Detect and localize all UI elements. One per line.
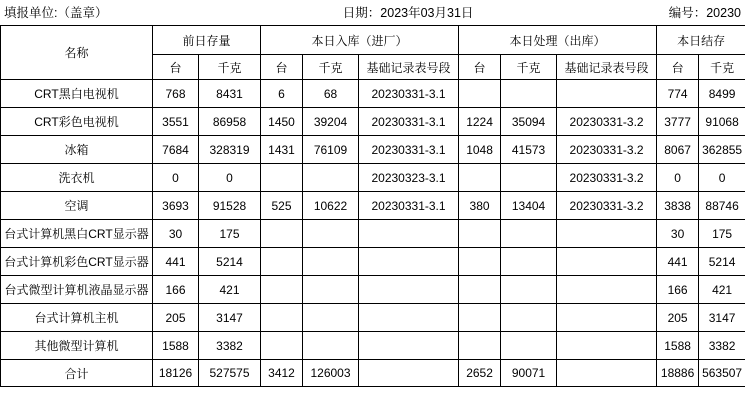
cell-prev-tai: 166	[153, 276, 199, 304]
cell-out-tai	[459, 220, 501, 248]
cell-end-tai: 0	[657, 164, 699, 192]
row-name: CRT彩色电视机	[1, 108, 153, 136]
cell-prev-kg: 175	[199, 220, 261, 248]
cell-out-tai	[459, 248, 501, 276]
cell-end-kg: 8499	[699, 80, 745, 108]
cell-in-record	[359, 220, 459, 248]
cell-prev-kg: 86958	[199, 108, 261, 136]
cell-out-kg: 41573	[501, 136, 557, 164]
total-in-record	[359, 360, 459, 387]
table-row	[1, 192, 745, 220]
subheader-out-kg: 千克	[501, 55, 557, 80]
cell-in-record	[359, 304, 459, 332]
cell-end-tai: 1588	[657, 332, 699, 360]
cell-prev-kg: 328319	[199, 136, 261, 164]
cell-end-kg: 421	[699, 276, 745, 304]
cell-end-kg: 3382	[699, 332, 745, 360]
cell-prev-tai: 0	[153, 164, 199, 192]
cell-in-record	[359, 276, 459, 304]
cell-in-kg	[303, 276, 359, 304]
table-row	[1, 80, 745, 108]
cell-prev-kg: 3147	[199, 304, 261, 332]
cell-out-tai	[459, 164, 501, 192]
cell-prev-kg: 8431	[199, 80, 261, 108]
cell-out-kg: 35094	[501, 108, 557, 136]
cell-out-kg	[501, 276, 557, 304]
subheader-in-record: 基础记录表号段	[359, 55, 459, 80]
cell-end-tai: 205	[657, 304, 699, 332]
cell-in-kg	[303, 164, 359, 192]
cell-out-record	[557, 304, 657, 332]
header-today-out: 本日处理（出库）	[459, 26, 657, 55]
cell-out-tai	[459, 332, 501, 360]
cell-in-record: 20230323-3.1	[359, 164, 459, 192]
cell-out-record	[557, 80, 657, 108]
cell-in-kg: 39204	[303, 108, 359, 136]
filing-unit-label: 填报单位:（盖章）	[4, 6, 108, 20]
cell-end-tai: 8067	[657, 136, 699, 164]
cell-in-kg	[303, 248, 359, 276]
total-out-kg: 90071	[501, 360, 557, 387]
table-row	[1, 220, 745, 248]
cell-out-record: 20230331-3.2	[557, 192, 657, 220]
cell-in-tai	[261, 276, 303, 304]
row-name: 台式计算机主机	[1, 304, 153, 332]
cell-out-tai: 380	[459, 192, 501, 220]
header-name: 名称	[1, 26, 153, 80]
cell-in-tai	[261, 248, 303, 276]
cell-in-record: 20230331-3.1	[359, 80, 459, 108]
cell-out-kg	[501, 164, 557, 192]
table-group-header-row	[1, 26, 745, 55]
cell-end-kg: 362855	[699, 136, 745, 164]
cell-in-kg	[303, 332, 359, 360]
row-name: CRT黑白电视机	[1, 80, 153, 108]
total-label: 合计	[1, 360, 153, 387]
cell-in-tai	[261, 332, 303, 360]
cell-prev-kg: 3382	[199, 332, 261, 360]
cell-prev-tai: 3693	[153, 192, 199, 220]
cell-end-kg: 88746	[699, 192, 745, 220]
cell-in-kg	[303, 304, 359, 332]
subheader-out-tai: 台	[459, 55, 501, 80]
cell-out-record: 20230331-3.2	[557, 108, 657, 136]
cell-prev-tai: 3551	[153, 108, 199, 136]
cell-in-record: 20230331-3.1	[359, 192, 459, 220]
cell-in-tai: 6	[261, 80, 303, 108]
header-today-in: 本日入库（进厂）	[261, 26, 459, 55]
cell-end-kg: 5214	[699, 248, 745, 276]
cell-end-tai: 441	[657, 248, 699, 276]
cell-out-record	[557, 276, 657, 304]
table-total-row	[1, 360, 745, 387]
total-in-tai: 3412	[261, 360, 303, 387]
cell-prev-tai: 7684	[153, 136, 199, 164]
row-name: 台式计算机彩色CRT显示器	[1, 248, 153, 276]
cell-out-record: 20230331-3.2	[557, 136, 657, 164]
cell-prev-kg: 0	[199, 164, 261, 192]
row-name: 冰箱	[1, 136, 153, 164]
report-date-label: 日期：2023年03月31日	[342, 6, 474, 20]
table-row	[1, 276, 745, 304]
table-row	[1, 108, 745, 136]
cell-out-kg	[501, 332, 557, 360]
subheader-in-tai: 台	[261, 55, 303, 80]
cell-in-kg: 68	[303, 80, 359, 108]
cell-out-kg	[501, 304, 557, 332]
cell-end-kg: 91068	[699, 108, 745, 136]
report-code-label: 编号：20230	[668, 6, 741, 20]
cell-end-tai: 166	[657, 276, 699, 304]
total-prev-tai: 18126	[153, 360, 199, 387]
cell-in-kg: 10622	[303, 192, 359, 220]
cell-out-tai	[459, 304, 501, 332]
cell-in-tai	[261, 164, 303, 192]
cell-out-record	[557, 220, 657, 248]
cell-out-tai	[459, 80, 501, 108]
subheader-prev-kg: 千克	[199, 55, 261, 80]
total-out-tai: 2652	[459, 360, 501, 387]
cell-out-kg	[501, 220, 557, 248]
cell-prev-kg: 91528	[199, 192, 261, 220]
header-today-end: 本日结存	[657, 26, 745, 55]
cell-prev-tai: 768	[153, 80, 199, 108]
cell-in-record: 20230331-3.1	[359, 108, 459, 136]
table-row	[1, 136, 745, 164]
subheader-end-kg: 千克	[699, 55, 745, 80]
cell-end-tai: 3777	[657, 108, 699, 136]
row-name: 洗衣机	[1, 164, 153, 192]
sheet-header	[0, 0, 745, 25]
cell-out-record	[557, 248, 657, 276]
row-name: 台式微型计算机液晶显示器	[1, 276, 153, 304]
cell-in-record	[359, 248, 459, 276]
cell-out-kg	[501, 80, 557, 108]
cell-in-tai: 1431	[261, 136, 303, 164]
header-prev-stock: 前日存量	[153, 26, 261, 55]
cell-prev-tai: 30	[153, 220, 199, 248]
cell-out-record	[557, 332, 657, 360]
cell-prev-tai: 205	[153, 304, 199, 332]
total-end-kg: 563507	[699, 360, 745, 387]
cell-out-kg	[501, 248, 557, 276]
subheader-end-tai: 台	[657, 55, 699, 80]
cell-in-tai: 525	[261, 192, 303, 220]
table-row	[1, 248, 745, 276]
cell-prev-kg: 421	[199, 276, 261, 304]
inventory-table	[0, 25, 745, 387]
table-row	[1, 164, 745, 192]
total-out-record	[557, 360, 657, 387]
cell-out-tai: 1224	[459, 108, 501, 136]
cell-end-tai: 774	[657, 80, 699, 108]
cell-end-tai: 3838	[657, 192, 699, 220]
cell-in-tai	[261, 220, 303, 248]
subheader-prev-tai: 台	[153, 55, 199, 80]
cell-in-record: 20230331-3.1	[359, 136, 459, 164]
table-row	[1, 332, 745, 360]
cell-in-tai: 1450	[261, 108, 303, 136]
cell-out-tai	[459, 276, 501, 304]
cell-prev-kg: 5214	[199, 248, 261, 276]
cell-prev-tai: 441	[153, 248, 199, 276]
subheader-out-record: 基础记录表号段	[557, 55, 657, 80]
cell-in-kg: 76109	[303, 136, 359, 164]
cell-in-record	[359, 332, 459, 360]
cell-end-kg: 175	[699, 220, 745, 248]
cell-end-tai: 30	[657, 220, 699, 248]
row-name: 其他微型计算机	[1, 332, 153, 360]
row-name: 台式计算机黑白CRT显示器	[1, 220, 153, 248]
table-row	[1, 304, 745, 332]
cell-out-kg: 13404	[501, 192, 557, 220]
row-name: 空调	[1, 192, 153, 220]
cell-in-tai	[261, 304, 303, 332]
cell-end-kg: 3147	[699, 304, 745, 332]
cell-in-kg	[303, 220, 359, 248]
cell-end-kg: 0	[699, 164, 745, 192]
cell-out-tai: 1048	[459, 136, 501, 164]
subheader-in-kg: 千克	[303, 55, 359, 80]
total-prev-kg: 527575	[199, 360, 261, 387]
cell-out-record: 20230331-3.2	[557, 164, 657, 192]
total-in-kg: 126003	[303, 360, 359, 387]
cell-prev-tai: 1588	[153, 332, 199, 360]
total-end-tai: 18886	[657, 360, 699, 387]
